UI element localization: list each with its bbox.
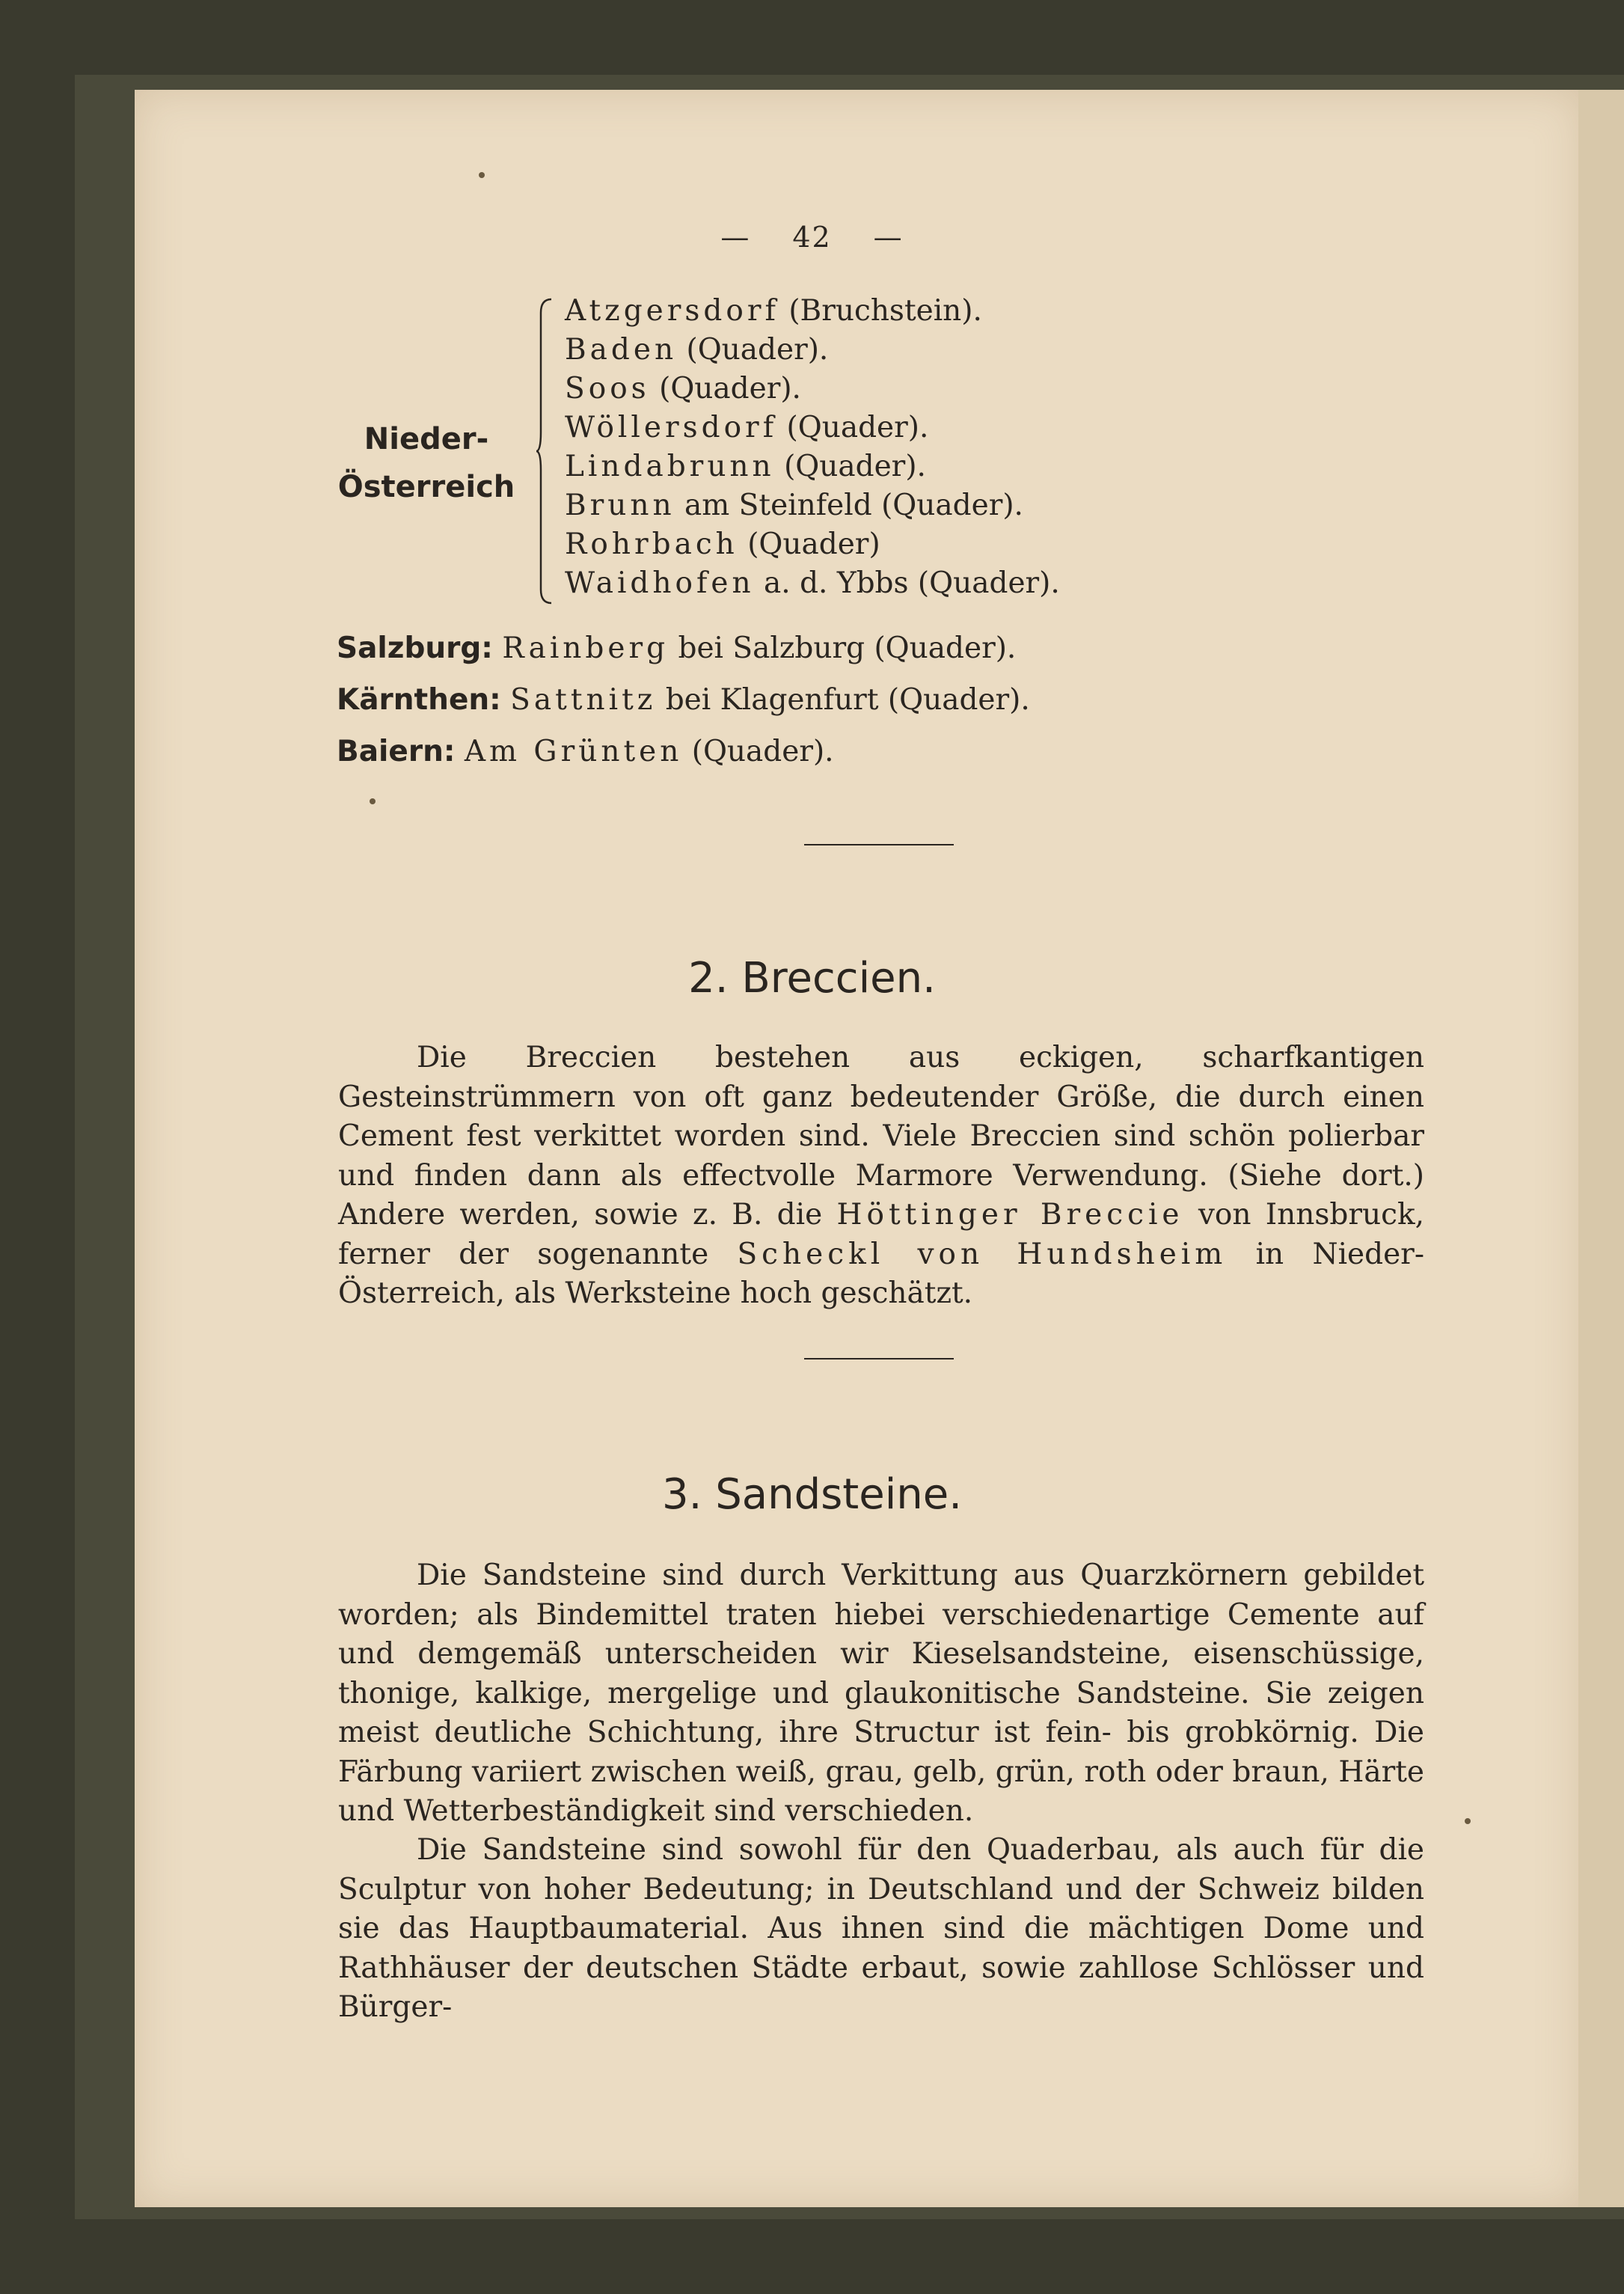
section-title-sandsteine: 3. Sandsteine. <box>661 1470 963 1519</box>
place-list <box>565 292 1060 603</box>
ink-speck <box>479 172 485 178</box>
curly-bracket <box>535 298 553 605</box>
list-item: Atzgersdorf (Bruchstein). <box>565 294 982 328</box>
page-number: — 42 — <box>720 221 904 254</box>
list-item: Wöllersdorf (Quader). <box>565 411 929 444</box>
list-item: Lindabrunn (Quader). <box>565 450 926 483</box>
ink-speck <box>370 798 376 804</box>
section-divider <box>804 1358 954 1359</box>
ink-speck <box>1465 1818 1471 1824</box>
list-item: Waidhofen a. d. Ybbs (Quader). <box>565 566 1060 600</box>
region-entry-kaernthen: Kärnthen: Sattnitz bei Klagenfurt (Quader). <box>337 683 1030 717</box>
paragraph-breccien: Die Breccien bestehen aus eckigen, scharfkantigen Gesteinstrümmern von oft ganz bedeutender Größe, die durch einen Cement fest verkittet worden sind. Viele Breccien sind schön polierbar und finden dann als effectvolle Marmore Verwendung. (Siehe dort.) Andere werden, sowie z. B. die Höttinger Breccie von Innsbruck, ferner der sogenannte Scheckl von Hundsheim in Nieder-Österreich, als Werksteine hoch geschätzt. <box>338 1041 1425 1310</box>
list-item: Soos (Quader). <box>565 372 801 406</box>
list-item: Rohrbach (Quader) <box>565 527 880 561</box>
section-divider <box>804 844 954 845</box>
list-item: Baden (Quader). <box>565 333 829 367</box>
regional-list <box>337 623 1030 777</box>
paragraph-sandsteine-1: Die Sandsteine sind durch Verkittung aus Quarzkörnern gebildet worden; als Bindemittel traten hiebei verschiedenartige Cemente auf und demgemäß unterscheiden wir Kieselsandsteine, eisenschüssige, thonige, kalkige, mergelige und glaukonitische Sandsteine. Sie zeigen meist deutliche Schichtung, ihre Structur ist fein- bis grobkörnig. Die Färbung variiert zwischen weiß, grau, gelb, grün, roth oder braun, Härte und Wetterbeständigkeit sind verschieden. <box>338 1559 1424 1828</box>
list-item: Brunn am Steinfeld (Quader). <box>565 489 1023 522</box>
region-entry-baiern: Baiern: Am Grünten (Quader). <box>337 735 834 768</box>
section-title-breccien: 2. Breccien. <box>688 954 936 1003</box>
paragraph-sandsteine-2: Die Sandsteine sind sowohl für den Quaderbau, als auch für die Sculptur von hoher Bedeutung; in Deutschland und der Schweiz bilden sie das Hauptbaumaterial. Aus ihnen sind die mächtigen Dome und Rathhäuser der deutschen Städte erbaut, sowie zahllose Schlösser und Bürger- <box>338 1833 1424 2024</box>
region-label-nieder-oesterreich: Nieder- Österreich <box>337 422 515 504</box>
region-entry-salzburg: Salzburg: Rainberg bei Salzburg (Quader). <box>337 631 1017 665</box>
next-page-edge <box>1578 90 1624 2207</box>
